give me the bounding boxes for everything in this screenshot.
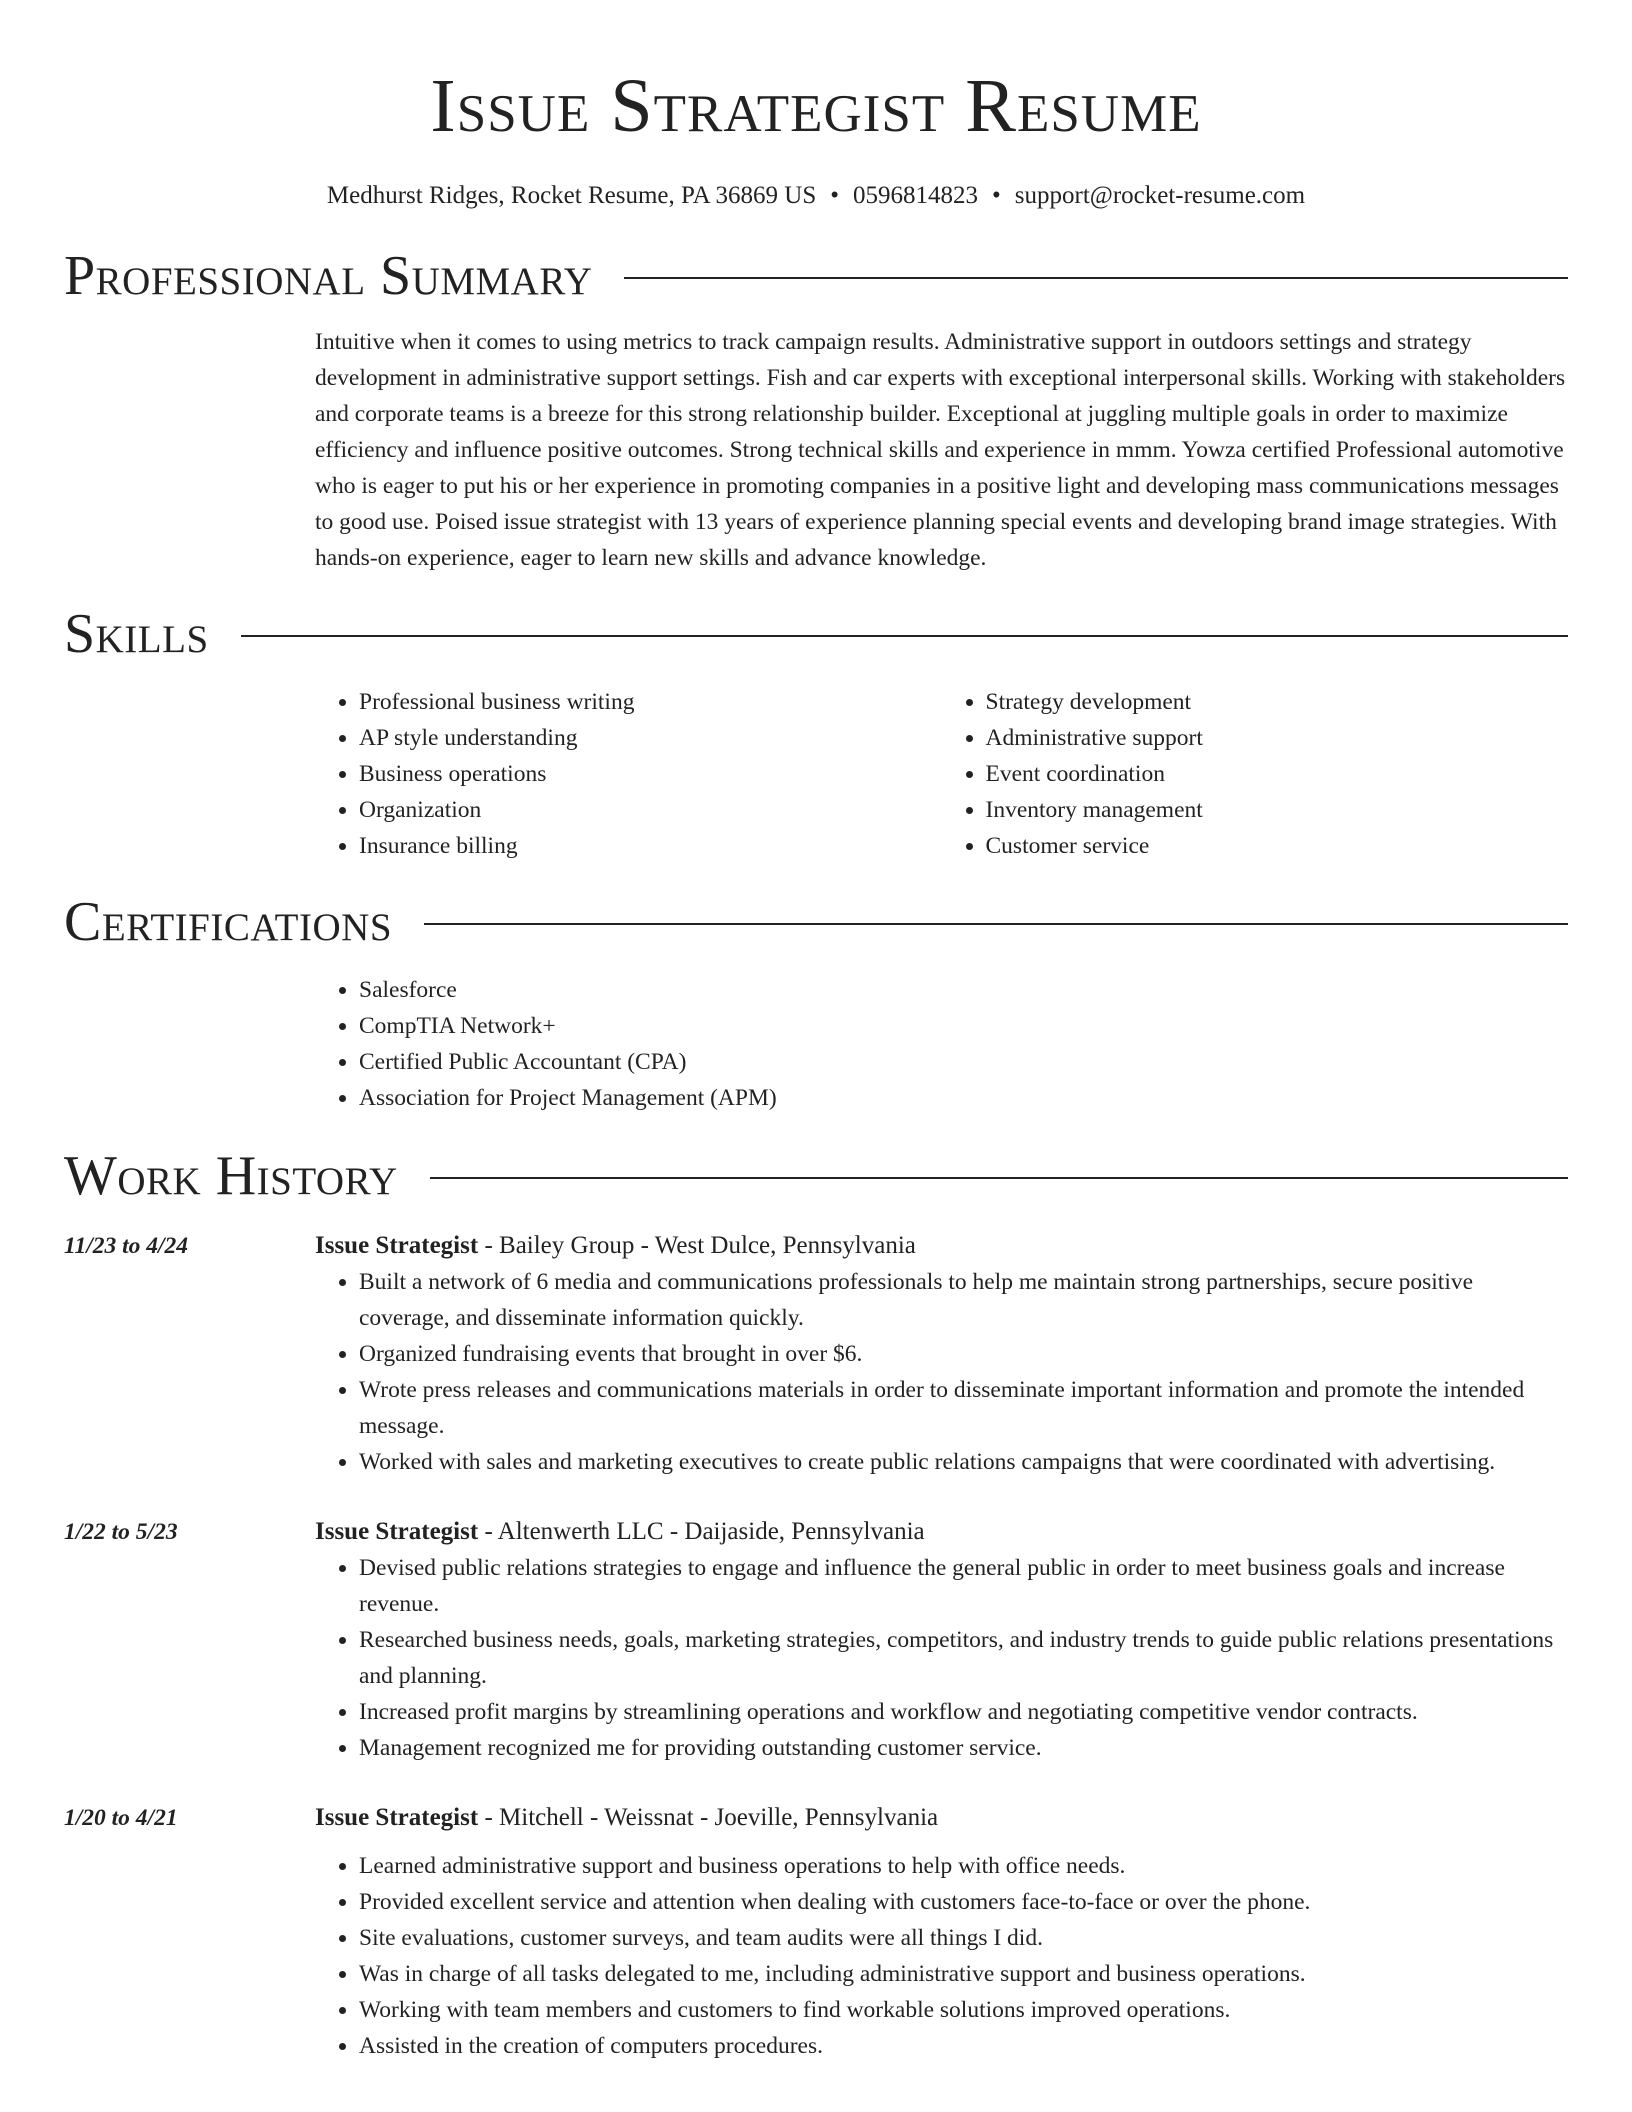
skill-item: • Organization (359, 792, 942, 828)
job-entry (64, 1228, 1568, 1480)
job-bullet: • Working with team members and customers to find workable solutions improved operations. (359, 1992, 1568, 2028)
job-entry (64, 1514, 1568, 1766)
job-bullets (315, 1848, 1568, 2064)
job-bullet: • Wrote press releases and communications materials in order to disseminate important information and promote the intended message. (359, 1372, 1568, 1444)
contact-separator: • (830, 182, 840, 209)
certification-item: • CompTIA Network+ (359, 1008, 1568, 1044)
skill-item: • Insurance billing (359, 828, 942, 864)
job-bullet: • Increased profit margins by streamlining operations and workflow and negotiating competitive vendor contracts. (359, 1694, 1568, 1730)
job-bullet: • Learned administrative support and business operations to help with office needs. (359, 1848, 1568, 1884)
skill-item: • Inventory management (986, 792, 1569, 828)
section-divider (424, 923, 1568, 925)
contact-separator: • (992, 182, 1001, 209)
job-title: Issue Strategist (315, 1804, 479, 1831)
job-title: Issue Strategist (315, 1232, 479, 1259)
job-bullet: • Researched business needs, goals, marketing strategies, competitors, and industry trends to guide public relations presentations and planning. (359, 1622, 1568, 1694)
job-dates: 1/22 to 5/23 (64, 1519, 178, 1545)
certifications-list (315, 972, 1568, 1116)
job-details: - Altenwerth LLC - Daijaside, Pennsylvania (478, 1518, 925, 1545)
skill-item: • Business operations (359, 756, 942, 792)
skill-item: • Event coordination (986, 756, 1569, 792)
job-dates: 1/20 to 4/21 (64, 1805, 178, 1831)
job-bullet: • Devised public relations strategies to engage and influence the general public in order to meet business goals and increase revenue. (359, 1550, 1568, 1622)
job-main (315, 1514, 1568, 1766)
job-bullets (315, 1264, 1568, 1480)
skills-body (315, 684, 1568, 864)
skill-item: • Administrative support (986, 720, 1569, 756)
skills-section-title: Skills (64, 603, 209, 665)
certification-item: • Certified Public Accountant (CPA) (359, 1044, 1568, 1080)
job-heading (315, 1514, 1568, 1550)
job-details: - Bailey Group - West Dulce, Pennsylvania (478, 1232, 916, 1259)
certification-item: • Association for Project Management (APM) (359, 1080, 1568, 1116)
contact-email: support@rocket-resume.com (1014, 182, 1306, 209)
resume-page (64, 0, 1568, 2064)
section-divider (241, 635, 1568, 637)
skill-item: • Customer service (986, 828, 1569, 864)
skills-grid (315, 684, 1568, 864)
job-title: Issue Strategist (315, 1518, 479, 1545)
summary-section-header (64, 240, 1568, 312)
skills-list-left (315, 684, 942, 864)
skills-list-right (942, 684, 1569, 864)
skill-item: • Professional business writing (359, 684, 942, 720)
job-heading (315, 1800, 1568, 1836)
summary-section-title: Professional Summary (64, 245, 593, 307)
resume-title: Issue Strategist Resume (430, 64, 1202, 148)
skill-item: • Strategy development (986, 684, 1569, 720)
job-bullets (315, 1550, 1568, 1766)
contact-address: Medhurst Ridges, Rocket Resume, PA 36869 US (326, 182, 817, 209)
job-main (315, 1800, 1568, 2064)
job-bullet: • Assisted in the creation of computers procedures. (359, 2028, 1568, 2064)
job-bullet: • Provided excellent service and attention when dealing with customers face-to-face or over the phone. (359, 1884, 1568, 1920)
certification-item: • Salesforce (359, 972, 1568, 1008)
job-details: - Mitchell - Weissnat - Joeville, Pennsylvania (478, 1804, 939, 1831)
summary-text: Intuitive when it comes to using metrics to track campaign results. Administrative support in outdoors settings and strategy development in administrative support settings. Fish and car experts with exceptional interpersonal skills. Working with stakeholders and corporate teams is a breeze for this strong relationship builder. Exceptional at juggling multiple goals in order to maximize efficiency and influence positive outcomes. Strong technical skills and experience in mmm. Yowza certified Professional automotive who is eager to put his or her experience in promoting companies in a positive light and developing mass communications messages to good use. Poised issue strategist with 13 years of experience planning special events and developing brand image strategies. With hands-on experience, eager to learn new skills and advance knowledge. (315, 329, 1566, 571)
job-bullet: • Organized fundraising events that brought in over $6. (359, 1336, 1568, 1372)
section-divider (624, 277, 1568, 279)
job-bullet: • Management recognized me for providing outstanding customer service. (359, 1730, 1568, 1766)
job-bullet: • Was in charge of all tasks delegated to me, including administrative support and business operations. (359, 1956, 1568, 1992)
contact-phone: 0596814823 (853, 182, 979, 209)
work-section-header (64, 1140, 1568, 1212)
job-bullet: • Built a network of 6 media and communications professionals to help me maintain strong partnerships, secure positive coverage, and disseminate information quickly. (359, 1264, 1568, 1336)
skills-section-header (64, 598, 1568, 670)
job-heading (315, 1228, 1568, 1264)
job-bullet: • Site evaluations, customer surveys, and team audits were all things I did. (359, 1920, 1568, 1956)
job-entry (64, 1800, 1568, 2064)
certifications-section-title: Certifications (64, 891, 393, 953)
job-bullet: • Worked with sales and marketing executives to create public relations campaigns that were coordinated with advertising. (359, 1444, 1568, 1480)
job-dates: 11/23 to 4/24 (64, 1233, 189, 1259)
work-history-list (64, 1228, 1568, 2064)
section-divider (430, 1177, 1568, 1179)
certifications-body (315, 972, 1568, 1116)
work-section-title: Work History (64, 1145, 398, 1207)
certifications-section-header (64, 886, 1568, 958)
contact-line (64, 180, 1568, 212)
skill-item: • AP style understanding (359, 720, 942, 756)
job-main (315, 1228, 1568, 1480)
